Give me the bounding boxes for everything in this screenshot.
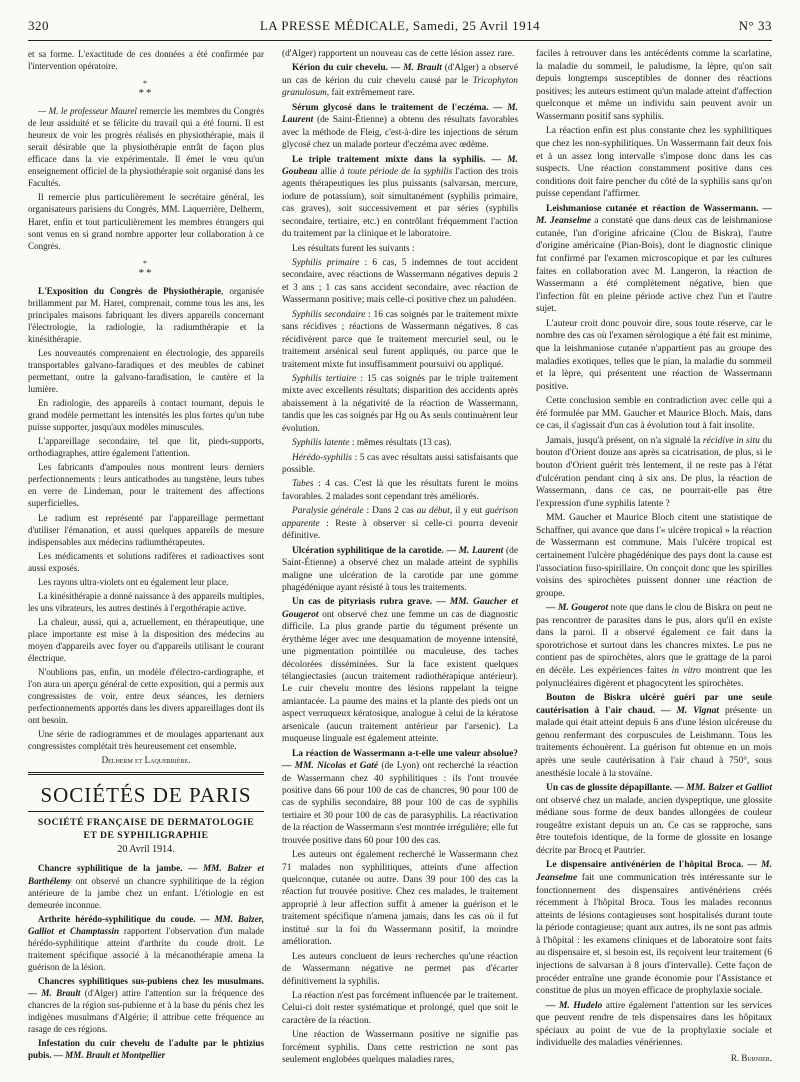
paragraph: Jamais, jusqu'à présent, on n'a signalé la récidive in situ du bouton d'Orient douze ans après sa cicatrisation, de plus, si le bouton d'Orient guérit très lentement, il ne reste pas à l'état d'ulcération pendant cinq à six ans. De plus, la réaction de Wassermann, dans ce cas, ne pourrait-elle pas être l'expression d'une syphilis latente ? (536, 435, 773, 509)
paragraph: Leishmaniose cutanée et réaction de Wassermann. — M. Jeanselme a constaté que dans deux cas de leishmaniose cutanée, l'un d'origine africaine (Clou de Biskra), l'autre d'origine américaine (Pian-Bois), dont le diagnostic clinique fut confirmé par l'examen microscopique et par les cultures faites en collaboration avec M. Langeron, la réaction de Wassermann a été complètement négative, bien que l'infection fût en pleine période active chez l'un et l'autre sujet. (536, 203, 772, 315)
journal-title: LA PRESSE MÉDICALE, Samedi, 25 Avril 1914 (259, 18, 541, 33)
paragraph: Kérion du cuir chevelu. — M. Brault (d'Alger) a observé un cas de kérion du cuir chevelu causé par le Tricophyton granulosum, fait extrêmement rare. (282, 63, 518, 99)
session-date: 20 Avril 1914. (117, 844, 175, 856)
paragraph: Ulcération syphilitique de la carotide. — M. Laurent (de Saint-Étienne) a observé chez un malade atteint de syphilis maligne une ulcération de la carotide par une gomme phagédénique ayant résisté à tous les traitements. (282, 545, 518, 593)
paragraph: Les rayons ultra-violets ont eu également leur place. (38, 576, 229, 587)
issue-number: N° 33 (738, 18, 772, 33)
paragraph: (d'Alger) rapportent un nouveau cas de cette lésion assez rare. (282, 49, 515, 59)
paragraph: La kinésithérapie a donné naissance à des appareils multiples, les uns vibrateurs, les autres destinés à l'ergothérapie active. (28, 590, 264, 613)
paragraph: Les fabricants d'ampoules nous montrent leurs derniers perfectionnements : leurs anticathodes au tungstène, leurs tubes en verre de Lindeman, pour le traitement des affections superficielles. (28, 462, 264, 509)
paragraph: L'auteur croit donc pouvoir dire, sous toute réserve, car le nombre des cas où l'examen sérologique a été fait est minime, que la leishmaniose cutanée n'appartient pas au groupe des maladies exotiques, telles que le pian, la maladie du sommeil et la lèpre, qui présentent une réaction de Wassermann positive. (536, 318, 772, 392)
column-left (28, 48, 264, 1063)
paragraph: La réaction n'est pas forcément influencée par le traitement. Celui-ci doit rester systématique et prolongé, quel que soit le caractère de la réaction. (282, 990, 518, 1026)
paragraph: Le radium est représenté par l'appareillage permettant d'utiliser l'émanation, et aussi quelques appareils de mesure indispensables aux médecins radiumthérapeutes. (28, 512, 264, 547)
paragraph: Les auteurs concluent de leurs recherches qu'une réaction de Wassermann négative ne permet pas d'écarter définitivement la syphilis. (282, 951, 518, 987)
paragraph: En radiologie, des appareils à contact tournant, depuis le grand modèle permettant les intensités les plus fortes qu'un tube puisse supporter, jusqu'aux modèles minuscules. (28, 398, 264, 433)
paragraph: faciles à retrouver dans les antécédents comme la scarlatine, la maladie du sommeil, le paludisme, la lèpre, qu'on sait depuis longtemps susceptibles de donner des réactions positives; les auteurs estiment qu'un malade atteint d'affection quelconque et même un individu sain peuvent avoir un Wassermann positif sans syphilis. (536, 49, 772, 122)
paragraph: Les auteurs ont également recherché le Wassermann chez 71 malades non syphilitiques, atteints d'une affection quelconque, cutanée ou autre. Dans 39 pour 100 des cas la réaction fut trouvée positive. Chez ces malades, le traitement approprié à leur affection suffit à amener la guérison et le traitement spécifique n'amena jamais, dans les cas où il fut institué sur la foi du Wassermann positif, la moindre amélioration. (282, 850, 518, 948)
paragraph: Paralysie générale : Dans 2 cas au début, il y eut guérison apparente : Reste à observer si celle-ci pourra devenir définitive. (282, 506, 518, 542)
paragraph: — M. Hudelo attire également l'attention sur les services que peuvent rendre de tels dispensaires dans les hôpitaux spéciaux au point de vue de la prophylaxie sociale et individuelle des maladies vénériennes. (536, 1000, 772, 1049)
author-signature: R. Burnier. (730, 1052, 772, 1063)
paragraph: Hérédo-syphilis : 5 cas avec résultats aussi satisfaisants que possible. (282, 452, 518, 475)
paragraph: Les résultats furent les suivants : (292, 243, 415, 254)
page-number: 320 (28, 18, 49, 33)
paragraph: Un cas de pityriasis rubra grave. — MM. Gaucher et Gougerot ont observé chez une femme un cas de diagnostic difficile. La plus grande partie du tégument présente un érythème léger avec une desquamation de moyenne intensité, une pigmentation pointillée ou maculeuse, des taches décolorées disséminées. Sur la face existent quelques télangiectasies (aucun traitement radiothérapique antérieur). Le cuir chevelu montre des lésions rappelant la teigne amiantacée. La paume des mains et la plante des pieds ont un aspect verruqueux kératosique, analogue à celui de la kératose arsenicale (aucun traitement antérieur par l'arsenic). La muqueuse linguale est également atteinte. (282, 597, 518, 745)
paragraph: Le triple traitement mixte dans la syphilis. — M. Goubeau allie à toute période de la syphilis l'action des trois agents thérapeutiques les plus puissants (salvarsan, mercure, iodure de potassium), soit simultanément (syphilis primaire, cas graves), soit successivement et par séries (syphilis secondaire, tertiaire, etc.) en contrôlant fréquemment l'action du traitement par la clinique et le laboratoire. (282, 154, 519, 240)
paragraph: Syphilis latente : mêmes résultats (13 cas). (292, 438, 452, 449)
paragraph: La chaleur, aussi, qui a, actuellement, en thérapeutique, une place importante est mise à la disposition des médecins au moyen d'appareils avec foyer ou d'appareils utilisant le courant électrique. (28, 616, 264, 664)
paragraph: Infestation du cuir chevelu de l'adulte par le phtizius pubis. — MM. Brault et Montpellier (28, 1038, 264, 1061)
section-title: SOCIÉTÉS DE PARIS (40, 783, 252, 808)
paragraph: Syphilis secondaire : 16 cas soignés par le traitement mixte sans récidives ; réactions de Wassermann négatives. 8 cas récidivèrent parce que le traitement mercuriel seul, ou le traitement arsénical seul furent appliqués, ou parce que le traitement mixte fut insuffisamment poursuivi ou appliqué. (282, 309, 518, 370)
column-right (536, 48, 772, 1070)
paragraph: — M. Gougerot note que dans le clou de Biskra on peut ne pas rencontrer de parasites dans le pus, alors qu'il en existe dans la paroi. Il a observé également ce fait dans la sporotrichose et surtout dans les chancres mixtes. Le pus ne contient pas de spirochètes, alors que le grattage de la paroi en décèle. Les expériences faites in vitro montrent que les polynucléaires digèrent et phagocytent les spirochètes. (536, 603, 772, 689)
paragraph: Chancre syphilitique de la jambe. — MM. Balzer et Barthélemy ont observé un chancre syphilitique de la région antérieure de la jambe chez un enfant. L'étiologie en est demeurée inconnue. (28, 863, 264, 910)
section-separator: * ** (138, 79, 154, 100)
paragraph: Cette conclusion semble en contradiction avec celle qui a été formulée par MM. Gaucher et Maurice Bloch. Mais, dans ce cas, il s'agissait d'un cas à évolution tout à fait insolite. (536, 396, 772, 432)
paragraph: Un cas de glossite dépapillante. — MM. Balzer et Galliot ont observé chez un malade, ancien dyspeptique, une glossite médiane sous forme de deux bandes allongées de couleur rougeâtre existant depuis un an. Ce cas se rapproche, sans être toutefois identique, de la forme de glossite en losange décrite par Brocq et Pautrier. (536, 783, 772, 856)
divider (28, 811, 264, 812)
paragraph: Une réaction de Wassermann positive ne signifie pas forcément syphilis. Dans cette restriction ne sont pas seulement englobées quelques maladies rares, (282, 1030, 518, 1066)
paragraph: Bouton de Biskra ulcéré guéri par une seule cautérisation à l'air chaud. — M. Vignat présente un malade qui était atteint depuis 6 ans d'une lésion ulcéreuse du genou renfermant des corpuscules de Leishmann. Tous les traitements échouèrent. La guérison fut obtenue en un mois après une seule cautérisation à l'air chaud à 750°, sous anesthésie locale à la stovaïne. (536, 693, 772, 779)
paragraph: et sa forme. L'exactitude de ces données a été confirmée par l'intervention opératoire. (28, 49, 264, 72)
paragraph: Chancres syphilitiques sus-pubiens chez les musulmans. — M. Brault (d'Alger) attire l'attention sur la fréquence des chancres de la région sus-pubienne et à la base du pénis chez les indigènes musulmans d'Algérie; il attribue cette fréquence au rasage de ces régions. (28, 975, 264, 1035)
paragraph: Arthrite hérédo-syphilitique du coude. — MM. Balzer, Galliot et Champtassin rapportent l'observation d'un malade hérédo-syphilitique atteint d'arthrite du coude droit. Le traitement spécifique associé à la mécanothérapie amena la guérison de la lésion. (28, 913, 265, 972)
paragraph: Syphilis tertiaire : 15 cas soignés par le triple traitement mixte avec excellents résultats; disparition des accidents après abaissement à la négativité de la réaction de Wassermann, tandis que les cas soignés par Hg ou As seuls continuèrent leur évolution. (282, 373, 518, 434)
paragraph: Sérum glycosé dans le traitement de l'eczéma. — M. Laurent (de Saint-Étienne) a obtenu des résultats favorables avec la méthode de Fleig, c'est-à-dire les injections de sérum glycosé chez un malade porteur d'eczéma avec œdème. (282, 102, 518, 151)
paragraph: Le dispensaire antivénérien de l'hôpital Broca. — M. Jeanselme fait une communication très intéressante sur le fonctionnement des dispensaires antivénériens créés récemment à l'hôpital Broca. Tous les malades reconnus atteints de lésions contagieuses sont hospitalisés durant toute la période contagieuse; quant aux autres, ils ne sont pas admis à l'hôpital : les examens cliniques et de laboratoire sont faits au dispensaire et, si besoin est, ils reçoivent leur traitement (6 injections de salvarsan à 8 jours d'intervalle). Cette façon de procéder entraîne une grande économie pour l'Assistance et constitue de plus un moyen efficace de prophylaxie sociale. (536, 860, 772, 997)
paragraph: N'oublions pas, enfin, un modèle d'électro-cardiographe, et l'on aura un aperçu général de cette exposition, qui a permis aux congressistes de voir, entre deux séances, les derniers perfectionnements apportés dans les divers appareillages dont ils ont besoin. (28, 667, 264, 726)
paragraph: Syphilis primaire : 6 cas, 5 indemnes de tout accident secondaire, avec réactions de Wassermann négatives depuis 2 et 3 ans ; 1 cas sans accident secondaire, avec réaction de Wassermann positive; mais celle-ci positive chez un paludéen. (282, 258, 518, 306)
page-header (28, 14, 772, 41)
paragraph: La réaction de Wassermann a-t-elle une valeur absolue? — MM. Nicolas et Gaté (de Lyon) ont recherché la réaction de Wassermann chez 40 syphilitiques : ils l'ont trouvée positive dans 66 pour 100 de cas de chancres, 90 pour 100 de cas de syphilis secondaire, 88 pour 100 de cas de syphilis tertiaire et 30 pour 100 de cas de parasyphilis. La réactivation de la réaction de Wassermann s'est montrée irrégulière; elle fut trouvée positive dans 60 pour 100 des cas. (282, 748, 519, 846)
paragraph: MM. Gaucher et Maurice Bloch citent une statistique de Schaffner, qui avance que dans l'« ulcère tropical » la réaction de Wassermann est commune. Mais l'ulcère tropical est certainement l'ulcère phagédénique des pays dont la cause est l'association fuso-spirillaire. On conçoit donc que les spirilles voisins des spirochètes puissent donner une réaction de groupe. (536, 513, 772, 599)
paragraph: L'appareillage secondaire, tel que lit, pieds-supports, orthodiagraphes, attire également l'attention. (28, 436, 264, 459)
column-middle (282, 48, 518, 1069)
paragraph: — M. le professeur Maurel remercie les membres du Congrès de leur assiduité et se félicite du travail qui a été fourni. Il est heureux de voir les progrès réalisés en physiothérapie, mais il serait désirable que la physiothérapie entrât de façon plus efficace dans la vie expérimentale. Il émet le vœu qu'un enseignement officiel de la physiothérapie soit organisé dans les Facultés. (28, 106, 264, 189)
paragraph: L'Exposition du Congrès de Physiothérapie, organisée brillamment par M. Haret, comprenait, comme tous les ans, les principales maisons fabriquant les divers appareils concernant l'électrologie, la radiologie, la radiumthérapie et la kinésithérapie. (28, 285, 264, 344)
society-name: SOCIÉTÉ FRANÇAISE DE DERMATOLOGIE ET DE SYPHILIGRAPHIE (37, 817, 255, 842)
paragraph: Tabes : 4 cas. C'est là que les résultats furent le moins favorables. 2 malades sont cependant très améliorés. (282, 479, 518, 502)
section-separator: * ** (138, 258, 154, 279)
paragraph: Les médicaments et solutions radifères et radioactives sont aussi exposés. (28, 550, 264, 573)
paragraph: Il remercie plus particulièrement le secrétaire général, les organisateurs parisiens du Congrès, MM. Laquerrière, Delherm, Haret, enfin et tout particulièrement les membres étrangers qui sont venus en si grand nombre apporter leur collaboration à ce Congrès. (28, 192, 264, 251)
paragraph: Une série de radiogrammes et de moulages appartenant aux congressistes complétait très heureusement cet ensemble. (28, 729, 264, 752)
divider (28, 772, 264, 775)
author-signature: Delherm et Laquerrière. (101, 755, 191, 766)
paragraph: La réaction enfin est plus constante chez les syphilitiques que chez les non-syphilitiques. Un Wassermann fait deux fois et à un assez long intervalle s'impose donc dans les cas suspects. Une réaction constamment positive dans ces conditions doit faire pencher du côté de la syphilis sans qu'on puisse cependant l'affirmer. (536, 126, 772, 200)
paragraph: Les nouveautés comprenaient en électrologie, des appareils transportables galvano-faradiques et des meubles de cabinet permettant, outre la galvano-faradisation, le cautère et la lumière. (28, 347, 264, 395)
